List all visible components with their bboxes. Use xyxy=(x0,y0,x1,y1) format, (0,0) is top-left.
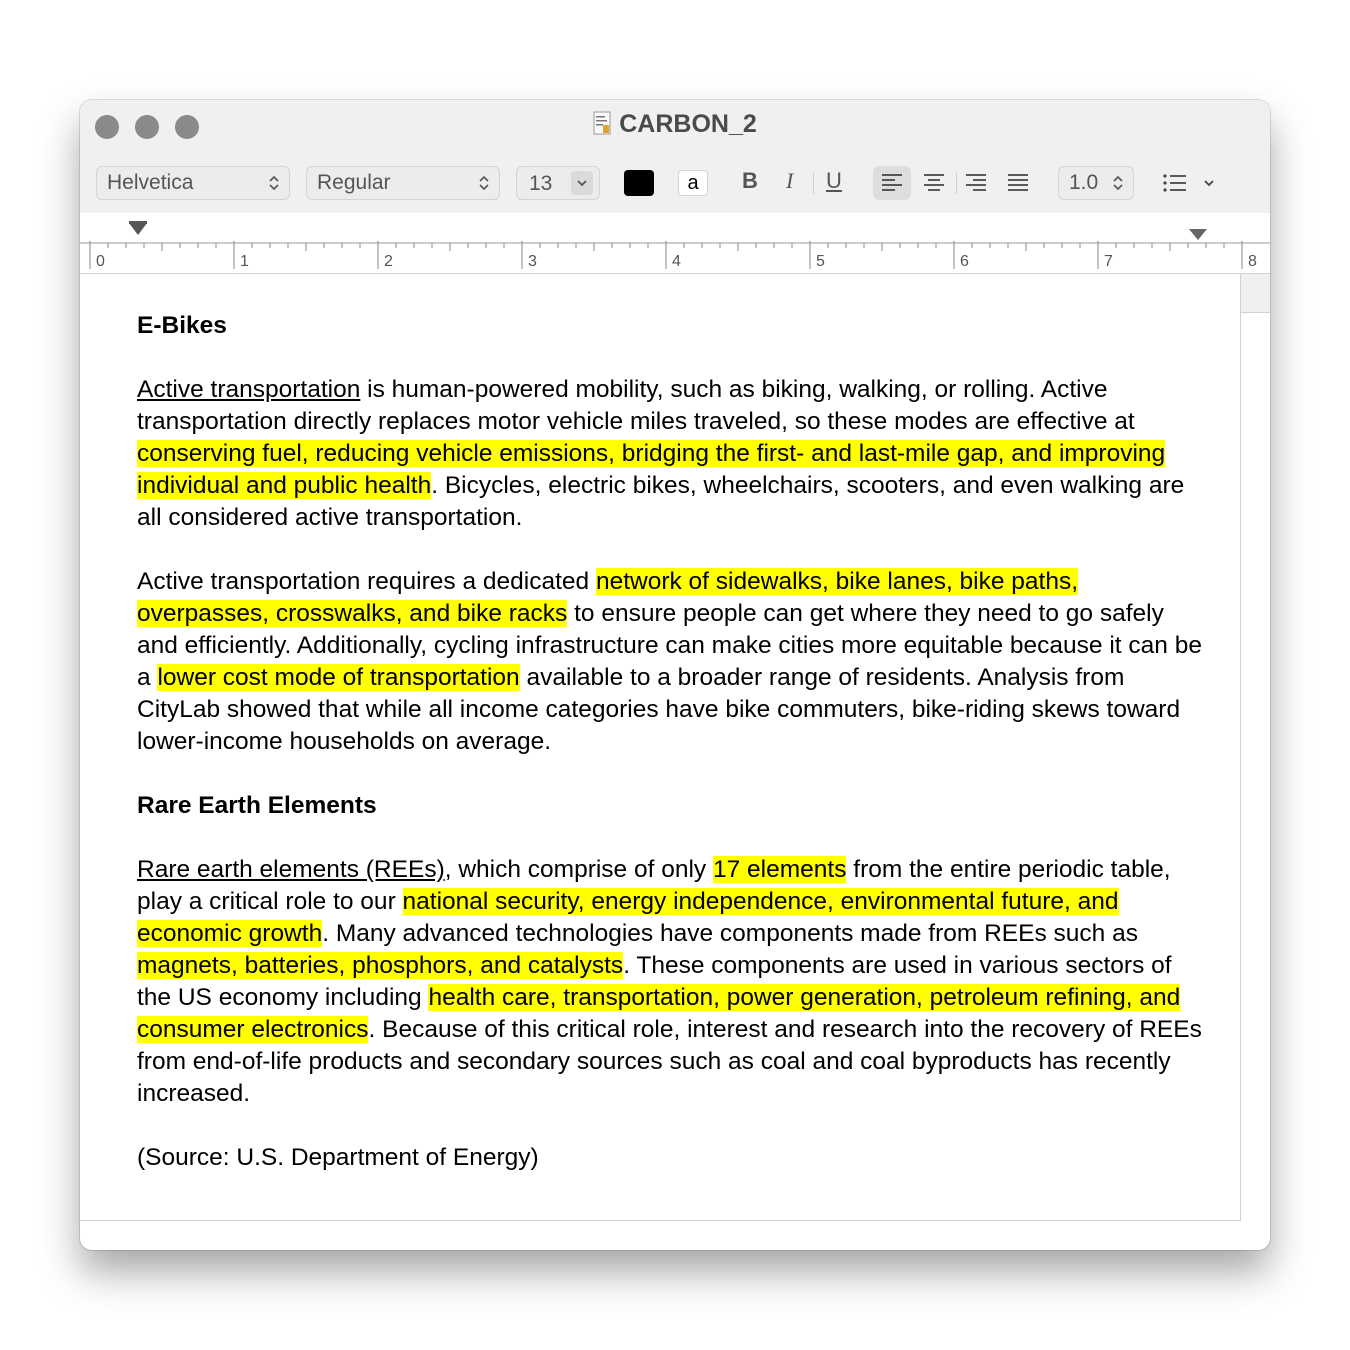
list-icon xyxy=(1160,166,1220,200)
textedit-window xyxy=(80,100,1270,1250)
document-icon xyxy=(593,111,611,135)
highlight: conserving fuel, reducing vehicle emissions, bridging the first- and last-mile gap, and improving individual and public health xyxy=(137,440,1166,499)
source-line: (Source: U.S. Department of Energy) xyxy=(137,1144,539,1171)
text-run: available to a broader range of residents. Analysis from CityLab showed that while all income categories have bike commuters, bike-riding skews toward lower-income households on average. xyxy=(137,664,1181,755)
link-rare-earth-elements[interactable]: Rare earth elements (REEs) xyxy=(137,856,445,883)
line-spacing-value: 1.0 xyxy=(1069,171,1099,194)
ruler-label: 4 xyxy=(672,253,681,270)
highlight: lower cost mode of transportation xyxy=(157,664,520,691)
text-run: . Because of this critical role, interest and research into the recovery of REEs from end-of-life products and secondary sources such as coal and coal byproducts has recently increased. xyxy=(137,1016,1202,1107)
ruler-scale xyxy=(80,213,1270,273)
link-active-transportation[interactable]: Active transportation xyxy=(137,376,361,403)
ruler-label: 6 xyxy=(960,253,969,270)
updown-chevron-icon xyxy=(269,174,279,192)
bold-button[interactable]: B xyxy=(742,168,758,193)
italic-button[interactable]: I xyxy=(786,168,794,193)
highlight: health care, transportation, power generation, petroleum refining, and consumer electronics xyxy=(137,984,1181,1043)
font-size-value: 13 xyxy=(529,172,553,195)
underline-button[interactable]: U xyxy=(826,168,842,193)
updown-chevron-icon xyxy=(479,174,489,192)
align-right-icon xyxy=(965,173,987,193)
window-title: CARBON_2 xyxy=(619,110,757,138)
ruler-label: 7 xyxy=(1104,253,1113,270)
ruler-label: 8 xyxy=(1248,253,1257,270)
updown-chevron-icon xyxy=(1113,174,1123,192)
font-family-value: Helvetica xyxy=(107,171,194,194)
right-margin-marker[interactable] xyxy=(1189,229,1207,240)
paragraph xyxy=(137,374,1207,534)
align-left-button[interactable] xyxy=(873,166,911,200)
text-run: , which comprise of only xyxy=(444,856,713,883)
text-run: to ensure people can get where they need to go safely and efficiently. Additionally, cycling infrastructure can make cities more equitable because it can be a xyxy=(137,600,1202,691)
align-right-button[interactable] xyxy=(957,166,995,200)
highlight: network of sidewalks, bike lanes, bike paths, overpasses, crosswalks, and bike racks xyxy=(137,568,1079,627)
heading-rare-earth: Rare Earth Elements xyxy=(137,792,377,819)
text-color-swatch[interactable] xyxy=(624,170,654,196)
ruler-label: 2 xyxy=(384,253,393,270)
text-run: Active transportation requires a dedicated xyxy=(137,568,596,595)
highlight: magnets, batteries, phosphors, and catalysts xyxy=(137,952,624,979)
paragraph xyxy=(137,566,1207,758)
highlight: national security, energy independence, environmental future, and economic growth xyxy=(137,888,1119,947)
heading-ebikes: E-Bikes xyxy=(137,312,227,339)
text-run: . Many advanced technologies have components made from REEs such as xyxy=(322,920,1138,947)
ruler-label: 5 xyxy=(816,253,825,270)
chevron-down-icon xyxy=(571,171,593,195)
text-run: is human-powered mobility, such as biking, walking, or rolling. Active transportation directly replaces motor vehicle miles traveled, so these modes are effective at xyxy=(137,376,1135,435)
ruler-label: 1 xyxy=(240,253,249,270)
justify-button[interactable] xyxy=(999,166,1037,200)
font-style-value: Regular xyxy=(317,171,391,194)
align-center-button[interactable] xyxy=(915,166,953,200)
highlight-color-button[interactable]: a xyxy=(678,170,708,196)
ruler-label: 0 xyxy=(96,253,105,270)
align-left-icon xyxy=(881,173,903,193)
ruler[interactable] xyxy=(80,213,1270,274)
text-run: . Bicycles, electric bikes, wheelchairs, scooters, and even walking are all considered active transportation. xyxy=(137,472,1185,531)
highlight: 17 elements xyxy=(712,856,847,883)
document-area[interactable] xyxy=(80,274,1241,1221)
text-run: from the entire periodic table, play a critical role to our xyxy=(137,856,1171,915)
align-center-icon xyxy=(923,173,945,193)
font-family-popup[interactable] xyxy=(96,166,290,200)
text-run: . These components are used in various sectors of the US economy including xyxy=(137,952,1172,1011)
line-spacing-popup[interactable] xyxy=(1058,166,1134,200)
list-bullets-menu[interactable] xyxy=(1160,166,1220,200)
font-size-combo[interactable] xyxy=(516,166,600,200)
font-size-dropdown[interactable] xyxy=(571,171,593,195)
left-indent-marker[interactable] xyxy=(129,221,147,235)
separator xyxy=(813,172,814,194)
justify-icon xyxy=(1007,173,1029,193)
paragraph xyxy=(137,854,1207,1110)
font-style-popup[interactable] xyxy=(306,166,500,200)
document-text[interactable] xyxy=(137,310,1207,1206)
ruler-label: 3 xyxy=(528,253,537,270)
window-title-area xyxy=(80,110,1270,139)
